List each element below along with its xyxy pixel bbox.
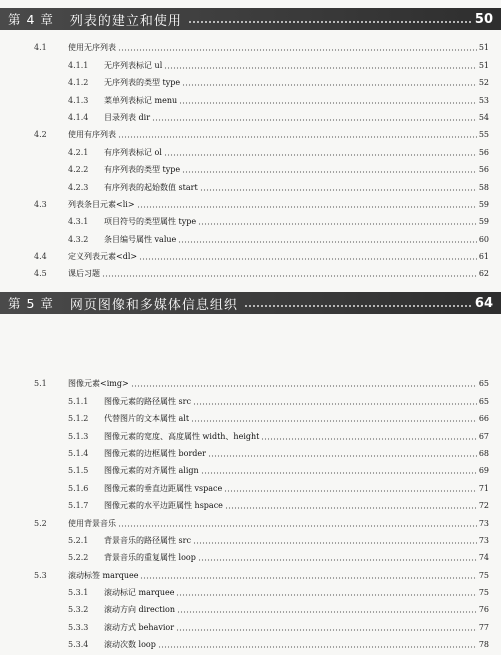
section-title: 菜单列表标记 menu bbox=[104, 95, 178, 105]
dot-leader bbox=[139, 258, 477, 260]
section-title: 图像元素的垂直边距属性 vspace bbox=[104, 483, 223, 493]
chapter-label: 第 4 章 bbox=[8, 12, 54, 27]
section-number: 5.1.4 bbox=[68, 448, 89, 458]
page-number: 59 bbox=[478, 199, 489, 209]
page-number: 51 bbox=[478, 60, 489, 70]
section-title: 有序列表标记 ol bbox=[104, 147, 162, 157]
section-number: 4.1.3 bbox=[68, 95, 89, 105]
toc-list-chapter-5 bbox=[0, 372, 501, 650]
dot-leader bbox=[188, 21, 471, 23]
dot-leader bbox=[118, 49, 477, 51]
dot-leader bbox=[191, 420, 477, 422]
section-title: 课后习题 bbox=[68, 269, 100, 279]
section-title: 有序列表的起始数值 start bbox=[104, 182, 198, 192]
page-number: 52 bbox=[478, 78, 489, 88]
toc-entry[interactable] bbox=[0, 511, 501, 528]
section-title: 定义列表元素<dl> bbox=[68, 252, 138, 262]
toc-entry[interactable] bbox=[0, 123, 501, 140]
toc-entry[interactable] bbox=[0, 193, 501, 210]
page-number: 69 bbox=[478, 466, 489, 476]
section-title: 图像元素的水平边距属性 hspace bbox=[104, 501, 223, 511]
page-number: 74 bbox=[478, 553, 489, 563]
chapter-header-5[interactable] bbox=[0, 292, 501, 314]
toc-entry[interactable] bbox=[0, 581, 501, 598]
section-number: 5.3 bbox=[34, 570, 47, 580]
section-number: 5.3.4 bbox=[68, 640, 89, 650]
section-number: 5.2.1 bbox=[68, 535, 89, 545]
page-number: 60 bbox=[478, 234, 489, 244]
section-number: 4.3.1 bbox=[68, 217, 89, 227]
section-title: 有序列表的类型 type bbox=[104, 165, 181, 175]
toc-entry[interactable] bbox=[0, 106, 501, 123]
section-title: 无序列表标记 ul bbox=[104, 60, 163, 70]
toc-entry[interactable] bbox=[0, 529, 501, 546]
page-number: 54 bbox=[478, 112, 489, 122]
chapter-label: 第 5 章 bbox=[8, 296, 54, 311]
section-number: 4.5 bbox=[34, 269, 47, 279]
dot-leader bbox=[179, 102, 477, 104]
page-number: 61 bbox=[478, 252, 489, 262]
dot-leader bbox=[261, 438, 476, 440]
toc-entry[interactable] bbox=[0, 389, 501, 406]
dot-leader bbox=[182, 171, 477, 173]
toc-entry[interactable] bbox=[0, 140, 501, 157]
dot-leader bbox=[198, 559, 477, 561]
section-title: 滚动标签 marquee bbox=[68, 570, 139, 580]
page-number: 55 bbox=[478, 130, 489, 140]
dot-leader bbox=[176, 629, 477, 631]
page-number: 72 bbox=[478, 501, 489, 511]
section-title: 使用背景音乐 bbox=[68, 518, 116, 528]
dot-leader bbox=[225, 507, 477, 509]
section-title: 图像元素的宽度、高度属性 width、height bbox=[104, 431, 260, 441]
page-number: 62 bbox=[478, 269, 489, 279]
section-number: 5.1.2 bbox=[68, 414, 89, 424]
dot-leader bbox=[177, 611, 477, 613]
section-number: 5.3.2 bbox=[68, 605, 89, 615]
dot-leader bbox=[208, 455, 477, 457]
toc-entry[interactable] bbox=[0, 615, 501, 632]
section-title: 条目编号属性 value bbox=[104, 234, 177, 244]
section-number: 4.2.1 bbox=[68, 147, 89, 157]
section-title: 使用有序列表 bbox=[68, 130, 116, 140]
dot-leader bbox=[178, 241, 477, 243]
section-title: 代替图片的文本属性 alt bbox=[104, 414, 190, 424]
toc-entry[interactable] bbox=[0, 424, 501, 441]
toc-entry[interactable] bbox=[0, 245, 501, 262]
section-title: 目录列表 dir bbox=[104, 112, 151, 122]
dot-leader bbox=[118, 136, 477, 138]
section-number: 4.4 bbox=[34, 252, 47, 262]
section-number: 5.1.6 bbox=[68, 483, 89, 493]
section-title: 列表条目元素<li> bbox=[68, 199, 135, 209]
section-title: 滚动标记 marquee bbox=[104, 588, 175, 598]
page-number: 58 bbox=[478, 182, 489, 192]
toc-entry[interactable] bbox=[0, 175, 501, 192]
page-number: 67 bbox=[478, 431, 489, 441]
page-number: 73 bbox=[478, 535, 489, 545]
section-title: 无序列表的类型 type bbox=[104, 78, 181, 88]
dot-leader bbox=[224, 490, 477, 492]
dot-leader bbox=[176, 594, 476, 596]
dot-leader bbox=[164, 154, 477, 156]
toc-entry[interactable] bbox=[0, 598, 501, 615]
page-number: 76 bbox=[478, 605, 489, 615]
section-title: 滚动方向 direction bbox=[104, 605, 176, 615]
section-number: 4.2 bbox=[34, 130, 47, 140]
section-number: 5.1.7 bbox=[68, 501, 89, 511]
toc-entry[interactable] bbox=[0, 262, 501, 279]
toc-entry[interactable] bbox=[0, 210, 501, 227]
dot-leader bbox=[164, 67, 477, 69]
section-number: 4.1 bbox=[34, 43, 47, 53]
page-number: 78 bbox=[478, 640, 489, 650]
toc-entry[interactable] bbox=[0, 494, 501, 511]
page-number: 53 bbox=[478, 95, 489, 105]
dot-leader bbox=[140, 577, 476, 579]
section-number: 4.1.1 bbox=[68, 60, 89, 70]
page-number: 75 bbox=[478, 570, 489, 580]
chapter-title: 列表的建立和使用 bbox=[69, 13, 182, 29]
page-number: 65 bbox=[478, 396, 489, 406]
page-number: 68 bbox=[478, 448, 489, 458]
toc-entry[interactable] bbox=[0, 88, 501, 105]
dot-leader bbox=[131, 385, 477, 387]
toc-entry[interactable] bbox=[0, 442, 501, 459]
dot-leader bbox=[200, 189, 477, 191]
section-title: 背景音乐的路径属性 src bbox=[104, 535, 191, 545]
section-title: 背景音乐的重复属性 loop bbox=[104, 553, 196, 563]
section-number: 4.3 bbox=[34, 199, 47, 209]
dot-leader bbox=[152, 119, 477, 121]
dot-leader bbox=[198, 223, 477, 225]
section-number: 5.1 bbox=[34, 379, 47, 389]
section-title: 图像元素的对齐属性 align bbox=[104, 466, 199, 476]
page-number: 56 bbox=[478, 165, 489, 175]
dot-leader bbox=[137, 206, 477, 208]
toc-entry[interactable] bbox=[0, 372, 501, 389]
page-number: 56 bbox=[478, 147, 489, 157]
dot-leader bbox=[201, 472, 477, 474]
section-number: 5.1.3 bbox=[68, 431, 89, 441]
toc-entry[interactable] bbox=[0, 71, 501, 88]
section-number: 4.2.3 bbox=[68, 182, 89, 192]
section-title: 图像元素的路径属性 src bbox=[104, 396, 191, 406]
toc-entry[interactable] bbox=[0, 227, 501, 244]
toc-entry[interactable] bbox=[0, 633, 501, 650]
toc-entry[interactable] bbox=[0, 158, 501, 175]
section-number: 4.3.2 bbox=[68, 234, 89, 244]
dot-leader bbox=[158, 646, 477, 648]
page-number: 73 bbox=[478, 518, 489, 528]
toc-entry[interactable] bbox=[0, 546, 501, 563]
chapter-title: 网页图像和多媒体信息组织 bbox=[69, 297, 238, 313]
page-number: 51 bbox=[478, 43, 489, 53]
page-number: 59 bbox=[478, 217, 489, 227]
toc-entry[interactable] bbox=[0, 53, 501, 70]
toc-entry[interactable] bbox=[0, 476, 501, 493]
section-number: 5.1.5 bbox=[68, 466, 89, 476]
section-title: 图像元素的边框属性 border bbox=[104, 448, 206, 458]
section-number: 5.2.2 bbox=[68, 553, 89, 563]
section-number: 4.1.2 bbox=[68, 78, 89, 88]
page-number: 66 bbox=[478, 414, 489, 424]
toc-entry[interactable] bbox=[0, 459, 501, 476]
toc-entry[interactable] bbox=[0, 407, 501, 424]
page-number: 75 bbox=[478, 588, 489, 598]
toc-entry[interactable] bbox=[0, 563, 501, 580]
section-title: 项目符号的类型属性 type bbox=[104, 217, 197, 227]
section-number: 5.1.1 bbox=[68, 396, 89, 406]
section-number: 4.2.2 bbox=[68, 165, 89, 175]
chapter-page-number: 50 bbox=[474, 11, 493, 27]
page-number: 65 bbox=[478, 379, 489, 389]
toc-list-chapter-4 bbox=[0, 36, 501, 279]
dot-leader bbox=[118, 525, 477, 527]
section-number: 4.1.4 bbox=[68, 112, 89, 122]
chapter-page-number: 64 bbox=[474, 295, 493, 311]
page-number: 71 bbox=[478, 483, 489, 493]
section-title: 图像元素<img> bbox=[68, 379, 129, 389]
section-number: 5.3.1 bbox=[68, 588, 89, 598]
section-title: 使用无序列表 bbox=[68, 43, 116, 53]
page-number: 77 bbox=[478, 622, 489, 632]
section-number: 5.2 bbox=[34, 518, 47, 528]
dot-leader bbox=[193, 542, 477, 544]
chapter-header-4[interactable] bbox=[0, 8, 501, 30]
dot-leader bbox=[244, 305, 471, 307]
dot-leader bbox=[193, 403, 477, 405]
dot-leader bbox=[102, 275, 477, 277]
section-number: 5.3.3 bbox=[68, 622, 89, 632]
dot-leader bbox=[182, 84, 477, 86]
section-title: 滚动次数 loop bbox=[104, 640, 156, 650]
section-title: 滚动方式 behavior bbox=[104, 622, 175, 632]
toc-entry[interactable] bbox=[0, 36, 501, 53]
